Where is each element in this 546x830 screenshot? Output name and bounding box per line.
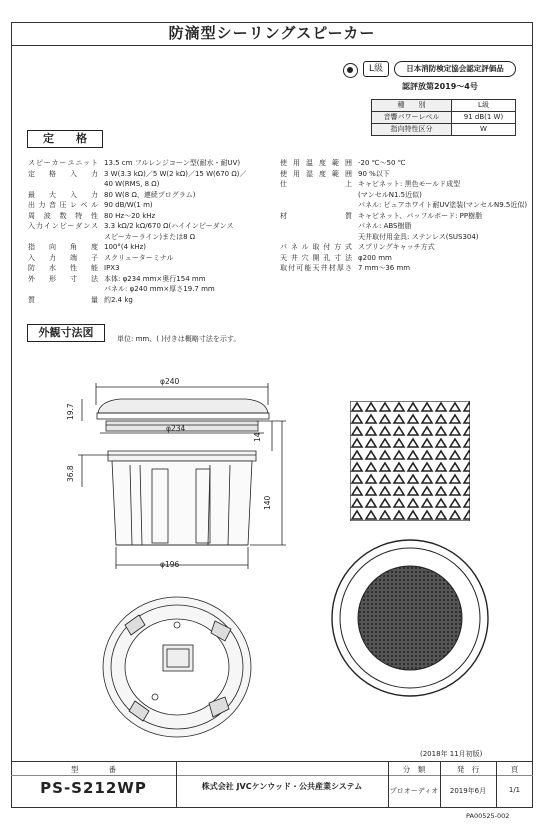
spec-key: 入力端子 [28,253,98,262]
spec-value: 約2.4 kg [104,295,133,304]
spec-row [28,263,278,274]
spec-row [28,200,278,211]
spec-value: スクリューターミナル [104,253,174,262]
spec-key: スピーカーユニット [28,159,98,167]
side-view-drawing [60,365,290,585]
spec-row [28,221,278,232]
spec-row [280,169,530,180]
spec-value: パネル: ABS樹脂 [358,222,412,230]
spec-key: 天井穴開孔寸法 [280,253,352,262]
spec-row [28,169,278,180]
spec-value: スプリングキャッチ方式 [358,243,435,251]
spec-key: 入力インピーダンス [28,222,98,230]
dim-240: φ240 [160,377,180,386]
company-name: 株式会社 JVCケンウッド・公共産業システム [201,782,363,791]
spec-value: パネル: ピュアホワイト耐UV塗装(マンセルN9.5近似) [358,201,528,209]
dim-36-8: 36.8 [66,465,75,482]
spec-row [28,253,278,264]
spec-key: パネル取付方式 [280,243,352,251]
spec-row [28,242,278,253]
spec-row [280,232,530,243]
cert-grade-badge: L級 [363,61,389,77]
issue-value: 2019年6月 [449,787,487,795]
grille-texture-sample [350,401,470,521]
spec-value: φ200 mm [358,253,392,262]
spec-row [28,232,278,243]
spec-row [280,190,530,201]
spec-value: 90 dB/W(1 m) [104,201,153,209]
spec-key: 指向角度 [28,243,98,251]
spec-key: 取付可能天井材厚さ [280,264,352,272]
spec-key: 周波数特性 [28,211,98,220]
spec-value: 天井取付用金具: ステンレス(SUS304) [358,232,479,241]
spec-row [280,200,530,211]
class-label: 分 類 [402,765,426,774]
spec-value: キャビネット、バッフルボード: PP樹脂 [358,211,483,220]
spec-value: 3.3 kΩ/2 kΩ/670 Ω(ハイインピーダンス [104,222,234,230]
spec-key: 使用温度範囲 [280,159,352,167]
page-value: 1/1 [508,786,521,794]
issue-label: 発 行 [456,765,480,774]
spec-section-heading: 定 格 [27,130,103,148]
spec-value: 7 mm～36 mm [358,264,411,272]
spec-value: 90 %以下 [358,169,390,178]
spec-value: パネル: φ240 mm×厚さ19.7 mm [104,285,215,293]
dim-234: φ234 [166,424,186,433]
model-label: 型 番 [71,765,116,774]
spec-value: IPX3 [104,264,120,272]
cert-association-badge: 日本消防検定協会認定評価品 [394,61,516,77]
spec-value: 40 W(RMS, 8 Ω) [104,180,160,188]
spec-key: 外形寸法 [28,274,98,283]
spec-row [280,263,530,274]
cert-number: 認評放第2019～4号 [402,82,478,91]
table-row: 指向特性区分 W [372,124,516,136]
dim-19-7: 19.7 [66,403,75,420]
spec-key: 出力音圧レベル [28,201,98,209]
spec-value: キャビネット: 黒色モールド成型 [358,180,461,188]
spec-key: 質量 [28,295,98,304]
spec-key: 使用湿度範囲 [280,169,352,178]
spec-row [280,221,530,232]
spec-value: 80 Hz～20 kHz [104,211,156,220]
table-row: 音響パワーレベル 91 dB(1 W) [372,112,516,124]
spec-row [28,274,278,285]
spec-key: 防水性能 [28,264,98,272]
spec-value: 13.5 cm フルレンジコーン型(耐水・耐UV) [104,159,241,167]
doc-code: PA00525-002 [466,812,510,820]
page-title: 防滴型シーリングスピーカー [11,22,533,46]
dims-section-heading: 外観寸法図 [27,324,105,342]
spec-value: スピーカーライン)または8 Ω [104,232,196,241]
front-view-drawing [330,538,490,698]
class-value: プロオーディオ [389,787,439,795]
spec-row [28,158,278,169]
spec-row [280,158,530,169]
grade-table [371,99,516,136]
dim-196: φ196 [160,560,180,569]
spec-key: 仕上 [280,180,352,188]
footer-top-rule [11,761,533,762]
spec-value: (マンセルN1.5近似) [358,190,422,199]
spec-value: 本体: φ234 mm×奥行154 mm [104,274,206,283]
spec-row [280,242,530,253]
edition-note: (2018年 11月初版) [420,750,483,758]
spec-row [28,179,278,190]
cert-seal-icon [343,63,358,78]
dims-unit-note: 単位: mm、( )付きは概略寸法を示す。 [117,335,241,343]
dim-140: 140 [263,495,272,510]
spec-key: 材質 [280,211,352,220]
spec-value: 3 W(3.3 kΩ)／5 W(2 kΩ)／15 W(670 Ω)／ [104,169,247,178]
spec-row [28,190,278,201]
spec-row [28,295,278,306]
spec-value: -20 ℃～50 ℃ [358,159,406,167]
table-row: 種 別 L級 [372,100,516,112]
page-label: 頁 [510,765,519,774]
spec-row [280,211,530,222]
spec-key: 定格入力 [28,169,98,178]
spec-row [28,211,278,222]
dim-14: 14 [253,432,262,442]
spec-row [280,253,530,264]
spec-row [280,179,530,190]
footer-header-rule [11,775,533,776]
spec-key: 最大入力 [28,190,98,199]
back-perspective-drawing [95,585,260,745]
spec-value: 100°(4 kHz) [104,243,146,251]
spec-row [28,284,278,295]
spec-value: 80 W(8 Ω、連続プログラム) [104,190,196,199]
model-number: PS-S212WP [40,779,147,797]
